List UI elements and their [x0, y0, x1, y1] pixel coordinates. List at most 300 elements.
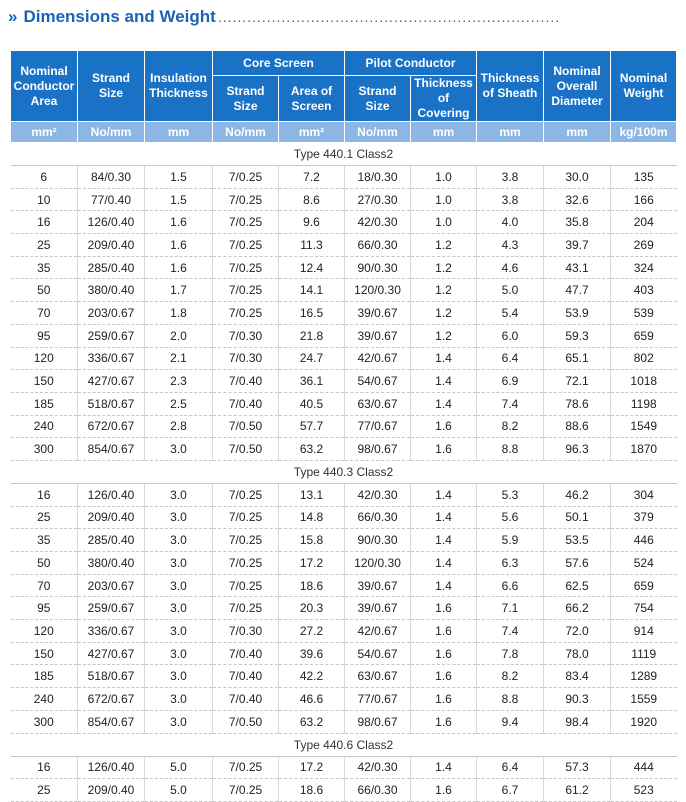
table-cell: 1.2 [411, 324, 477, 347]
table-cell: 57.3 [544, 756, 611, 779]
table-cell: 7/0.25 [213, 234, 279, 257]
table-cell: 57.7 [279, 415, 345, 438]
table-cell: 78.6 [544, 392, 611, 415]
table-row [11, 234, 677, 257]
unit-cell: mm [145, 122, 213, 143]
table-cell: 1.8 [145, 302, 213, 325]
table-cell: 7/0.40 [213, 370, 279, 393]
table-cell: 8.2 [477, 415, 544, 438]
table-row [11, 688, 677, 711]
table-cell: 754 [611, 597, 677, 620]
table-cell: 5.0 [145, 756, 213, 779]
table-cell: 854/0.67 [78, 438, 145, 461]
table-row [11, 438, 677, 461]
table-cell: 1119 [611, 642, 677, 665]
table-cell: 95 [11, 597, 78, 620]
table-cell: 18/0.30 [345, 166, 411, 189]
table-cell: 1289 [611, 665, 677, 688]
table-cell: 7/0.30 [213, 347, 279, 370]
table-cell: 35.8 [544, 211, 611, 234]
table-cell: 427/0.67 [78, 642, 145, 665]
table-cell: 300 [11, 710, 78, 733]
table-cell: 1.6 [411, 688, 477, 711]
table-cell: 6.7 [477, 779, 544, 802]
table-cell: 209/0.40 [78, 234, 145, 257]
table-cell: 120 [11, 620, 78, 643]
table-cell: 1.6 [411, 642, 477, 665]
table-cell: 7/0.25 [213, 302, 279, 325]
table-cell: 53.9 [544, 302, 611, 325]
header-core-screen: Core Screen [213, 51, 345, 76]
header-core-screen-strand: Strand Size [213, 76, 279, 122]
table-cell: 1.4 [411, 370, 477, 393]
table-cell: 18.6 [279, 779, 345, 802]
table-cell: 2.3 [145, 370, 213, 393]
table-cell: 259/0.67 [78, 597, 145, 620]
table-cell: 135 [611, 166, 677, 189]
table-cell: 98/0.67 [345, 438, 411, 461]
table-cell: 47.7 [544, 279, 611, 302]
table-cell: 120 [11, 347, 78, 370]
chevron-icon: » [8, 7, 18, 26]
table-row [11, 574, 677, 597]
table-cell: 7/0.25 [213, 483, 279, 506]
table-cell: 70 [11, 574, 78, 597]
table-cell: 1.5 [145, 166, 213, 189]
table-row [11, 347, 677, 370]
table-cell: 2.1 [145, 347, 213, 370]
table-cell: 7/0.25 [213, 211, 279, 234]
table-cell: 4.6 [477, 256, 544, 279]
unit-cell: No/mm [78, 122, 145, 143]
table-row [11, 665, 677, 688]
header-pilot-strand: Strand Size [345, 76, 411, 122]
table-cell: 1.6 [411, 779, 477, 802]
table-cell: 379 [611, 506, 677, 529]
table-cell: 18.6 [279, 574, 345, 597]
table-cell: 7/0.40 [213, 392, 279, 415]
unit-cell: kg/100m [611, 122, 677, 143]
table-cell: 7/0.25 [213, 166, 279, 189]
table-cell: 524 [611, 552, 677, 575]
table-cell: 802 [611, 347, 677, 370]
table-cell: 7.2 [279, 166, 345, 189]
table-body [11, 143, 677, 802]
table-cell: 9.4 [477, 710, 544, 733]
table-cell: 98.4 [544, 710, 611, 733]
table-cell: 659 [611, 324, 677, 347]
table-cell: 72.1 [544, 370, 611, 393]
table-cell: 63.2 [279, 438, 345, 461]
table-row [11, 302, 677, 325]
table-cell: 20.3 [279, 597, 345, 620]
table-cell: 269 [611, 234, 677, 257]
table-cell: 84/0.30 [78, 166, 145, 189]
table-cell: 7/0.25 [213, 779, 279, 802]
table-cell: 17.2 [279, 552, 345, 575]
table-cell: 27.2 [279, 620, 345, 643]
table-cell: 62.5 [544, 574, 611, 597]
table-cell: 35 [11, 529, 78, 552]
table-cell: 7.4 [477, 392, 544, 415]
table-cell: 7/0.40 [213, 642, 279, 665]
table-cell: 8.8 [477, 438, 544, 461]
table-cell: 5.4 [477, 302, 544, 325]
table-cell: 672/0.67 [78, 415, 145, 438]
table-cell: 120/0.30 [345, 552, 411, 575]
table-cell: 8.8 [477, 688, 544, 711]
table-cell: 7/0.40 [213, 665, 279, 688]
table-cell: 150 [11, 370, 78, 393]
table-cell: 380/0.40 [78, 552, 145, 575]
table-cell: 7.8 [477, 642, 544, 665]
table-cell: 90/0.30 [345, 529, 411, 552]
table-cell: 1.4 [411, 552, 477, 575]
table-cell: 203/0.67 [78, 302, 145, 325]
table-cell: 126/0.40 [78, 211, 145, 234]
section-heading [8, 7, 678, 29]
unit-cell: No/mm [345, 122, 411, 143]
table-cell: 21.8 [279, 324, 345, 347]
table-cell: 7/0.30 [213, 620, 279, 643]
type-group-row [11, 733, 677, 756]
table-row [11, 710, 677, 733]
table-cell: 9.6 [279, 211, 345, 234]
table-cell: 7/0.25 [213, 506, 279, 529]
table-cell: 39.6 [279, 642, 345, 665]
table-cell: 7/0.40 [213, 688, 279, 711]
header-pilot-covering-thickness: Thickness of Covering [411, 76, 477, 122]
header-overall-diameter: Nominal Overall Diameter [544, 51, 611, 122]
header-core-screen-area: Area of Screen [279, 76, 345, 122]
table-cell: 39/0.67 [345, 597, 411, 620]
table-row [11, 597, 677, 620]
type-group-title: Type 440.1 Class2 [11, 143, 677, 166]
table-cell: 1198 [611, 392, 677, 415]
table-row [11, 211, 677, 234]
table-cell: 3.0 [145, 642, 213, 665]
table-cell: 42.2 [279, 665, 345, 688]
table-cell: 30.0 [544, 166, 611, 189]
table-row [11, 483, 677, 506]
table-cell: 16 [11, 211, 78, 234]
header-strand-size: Strand Size [78, 51, 145, 122]
table-cell: 120/0.30 [345, 279, 411, 302]
table-cell: 1.4 [411, 529, 477, 552]
table-cell: 3.0 [145, 483, 213, 506]
unit-cell: mm² [11, 122, 78, 143]
units-row [11, 122, 677, 143]
table-cell: 39.7 [544, 234, 611, 257]
table-cell: 6.6 [477, 574, 544, 597]
table-cell: 90.3 [544, 688, 611, 711]
table-cell: 1.2 [411, 279, 477, 302]
table-cell: 40.5 [279, 392, 345, 415]
table-cell: 1549 [611, 415, 677, 438]
table-cell: 24.7 [279, 347, 345, 370]
table-cell: 446 [611, 529, 677, 552]
table-cell: 61.2 [544, 779, 611, 802]
table-cell: 6 [11, 166, 78, 189]
table-cell: 63/0.67 [345, 665, 411, 688]
table-cell: 59.3 [544, 324, 611, 347]
table-cell: 65.1 [544, 347, 611, 370]
unit-cell: mm [477, 122, 544, 143]
table-cell: 54/0.67 [345, 370, 411, 393]
unit-cell: No/mm [213, 122, 279, 143]
table-cell: 1.6 [411, 438, 477, 461]
table-cell: 3.0 [145, 710, 213, 733]
table-cell: 42/0.67 [345, 620, 411, 643]
table-cell: 185 [11, 665, 78, 688]
table-cell: 14.8 [279, 506, 345, 529]
table-cell: 3.0 [145, 665, 213, 688]
table-cell: 126/0.40 [78, 756, 145, 779]
table-cell: 8.6 [279, 188, 345, 211]
table-cell: 1.7 [145, 279, 213, 302]
table-cell: 66.2 [544, 597, 611, 620]
table-cell: 7/0.50 [213, 415, 279, 438]
table-cell: 3.0 [145, 552, 213, 575]
table-cell: 39/0.67 [345, 324, 411, 347]
table-row [11, 415, 677, 438]
table-cell: 53.5 [544, 529, 611, 552]
table-row [11, 756, 677, 779]
unit-cell: mm [411, 122, 477, 143]
table-cell: 5.6 [477, 506, 544, 529]
table-cell: 1.6 [411, 415, 477, 438]
table-cell: 16 [11, 756, 78, 779]
table-row [11, 188, 677, 211]
table-cell: 1.0 [411, 211, 477, 234]
table-cell: 1.6 [411, 620, 477, 643]
table-cell: 3.8 [477, 188, 544, 211]
table-cell: 3.0 [145, 688, 213, 711]
table-row [11, 506, 677, 529]
table-cell: 285/0.40 [78, 256, 145, 279]
table-cell: 518/0.67 [78, 665, 145, 688]
table-cell: 13.1 [279, 483, 345, 506]
table-cell: 50.1 [544, 506, 611, 529]
header-nominal-area: Nominal Conductor Area [11, 51, 78, 122]
table-cell: 7.1 [477, 597, 544, 620]
table-cell: 5.0 [477, 279, 544, 302]
table-cell: 6.4 [477, 347, 544, 370]
table-cell: 1.6 [145, 256, 213, 279]
table-cell: 35 [11, 256, 78, 279]
table-cell: 203/0.67 [78, 574, 145, 597]
table-cell: 16 [11, 483, 78, 506]
table-cell: 1559 [611, 688, 677, 711]
table-cell: 66/0.30 [345, 506, 411, 529]
table-cell: 4.3 [477, 234, 544, 257]
table-row [11, 552, 677, 575]
type-group-title: Type 440.6 Class2 [11, 733, 677, 756]
table-cell: 1.2 [411, 234, 477, 257]
table-cell: 63/0.67 [345, 392, 411, 415]
table-cell: 7.4 [477, 620, 544, 643]
table-row [11, 256, 677, 279]
table-cell: 1.4 [411, 756, 477, 779]
section-title: Dimensions and Weight [23, 7, 216, 26]
table-cell: 25 [11, 779, 78, 802]
table-cell: 11.3 [279, 234, 345, 257]
table-cell: 50 [11, 552, 78, 575]
table-cell: 285/0.40 [78, 529, 145, 552]
table-cell: 50 [11, 279, 78, 302]
table-cell: 1.6 [411, 710, 477, 733]
table-cell: 1.6 [411, 665, 477, 688]
table-cell: 3.0 [145, 506, 213, 529]
table-cell: 7/0.25 [213, 552, 279, 575]
type-group-row [11, 460, 677, 483]
table-cell: 70 [11, 302, 78, 325]
table-cell: 88.6 [544, 415, 611, 438]
table-cell: 78.0 [544, 642, 611, 665]
table-cell: 42/0.30 [345, 483, 411, 506]
table-cell: 3.0 [145, 438, 213, 461]
table-cell: 7/0.25 [213, 597, 279, 620]
table-cell: 98/0.67 [345, 710, 411, 733]
type-group-row [11, 143, 677, 166]
table-cell: 1.0 [411, 166, 477, 189]
table-cell: 209/0.40 [78, 506, 145, 529]
table-cell: 259/0.67 [78, 324, 145, 347]
table-cell: 46.2 [544, 483, 611, 506]
header-pilot-conductor: Pilot Conductor [345, 51, 477, 76]
table-cell: 1.4 [411, 574, 477, 597]
table-cell: 1870 [611, 438, 677, 461]
table-cell: 204 [611, 211, 677, 234]
table-row [11, 166, 677, 189]
table-cell: 427/0.67 [78, 370, 145, 393]
table-cell: 150 [11, 642, 78, 665]
table-cell: 16.5 [279, 302, 345, 325]
table-cell: 1920 [611, 710, 677, 733]
table-cell: 324 [611, 256, 677, 279]
table-cell: 2.0 [145, 324, 213, 347]
table-cell: 5.9 [477, 529, 544, 552]
table-cell: 8.2 [477, 665, 544, 688]
table-cell: 66/0.30 [345, 234, 411, 257]
table-cell: 166 [611, 188, 677, 211]
table-cell: 90/0.30 [345, 256, 411, 279]
table-cell: 3.0 [145, 529, 213, 552]
table-cell: 15.8 [279, 529, 345, 552]
table-cell: 10 [11, 188, 78, 211]
table-cell: 7/0.50 [213, 710, 279, 733]
table-cell: 6.9 [477, 370, 544, 393]
table-cell: 42/0.30 [345, 756, 411, 779]
table-cell: 63.2 [279, 710, 345, 733]
table-cell: 3.0 [145, 620, 213, 643]
header-nominal-weight: Nominal Weight [611, 51, 677, 122]
table-cell: 1.6 [411, 597, 477, 620]
dimensions-table [10, 50, 677, 802]
table-cell: 539 [611, 302, 677, 325]
table-row [11, 392, 677, 415]
table-cell: 1018 [611, 370, 677, 393]
table-cell: 6.0 [477, 324, 544, 347]
table-cell: 1.4 [411, 483, 477, 506]
table-cell: 27/0.30 [345, 188, 411, 211]
table-cell: 380/0.40 [78, 279, 145, 302]
table-cell: 57.6 [544, 552, 611, 575]
table-cell: 126/0.40 [78, 483, 145, 506]
table-cell: 36.1 [279, 370, 345, 393]
table-cell: 32.6 [544, 188, 611, 211]
table-cell: 2.5 [145, 392, 213, 415]
table-cell: 42/0.30 [345, 211, 411, 234]
table-cell: 3.0 [145, 574, 213, 597]
table-cell: 7/0.25 [213, 188, 279, 211]
table-row [11, 370, 677, 393]
table-cell: 1.2 [411, 256, 477, 279]
table-cell: 54/0.67 [345, 642, 411, 665]
table-cell: 17.2 [279, 756, 345, 779]
table-cell: 7/0.30 [213, 324, 279, 347]
table-cell: 12.4 [279, 256, 345, 279]
table-cell: 46.6 [279, 688, 345, 711]
table-cell: 304 [611, 483, 677, 506]
table-cell: 300 [11, 438, 78, 461]
table-cell: 1.6 [145, 211, 213, 234]
table-cell: 43.1 [544, 256, 611, 279]
table-cell: 77/0.67 [345, 415, 411, 438]
table-cell: 659 [611, 574, 677, 597]
table-cell: 444 [611, 756, 677, 779]
table-cell: 3.0 [145, 597, 213, 620]
table-cell: 240 [11, 415, 78, 438]
table-cell: 336/0.67 [78, 620, 145, 643]
table-cell: 7/0.25 [213, 279, 279, 302]
table-cell: 7/0.50 [213, 438, 279, 461]
table-cell: 1.5 [145, 188, 213, 211]
table-cell: 1.0 [411, 188, 477, 211]
table-cell: 77/0.67 [345, 688, 411, 711]
table-cell: 854/0.67 [78, 710, 145, 733]
table-cell: 25 [11, 234, 78, 257]
table-cell: 5.0 [145, 779, 213, 802]
table-cell: 7/0.25 [213, 574, 279, 597]
header-sheath-thickness: Thickness of Sheath [477, 51, 544, 122]
table-cell: 518/0.67 [78, 392, 145, 415]
unit-cell: mm [544, 122, 611, 143]
table-cell: 672/0.67 [78, 688, 145, 711]
table-cell: 1.4 [411, 392, 477, 415]
table-cell: 66/0.30 [345, 779, 411, 802]
table-cell: 1.6 [145, 234, 213, 257]
type-group-title: Type 440.3 Class2 [11, 460, 677, 483]
title-leader-dots: ...................................................................... [217, 9, 561, 25]
table-cell: 77/0.40 [78, 188, 145, 211]
table-row [11, 324, 677, 347]
table-cell: 1.4 [411, 506, 477, 529]
table-cell: 523 [611, 779, 677, 802]
table-cell: 5.3 [477, 483, 544, 506]
table-cell: 83.4 [544, 665, 611, 688]
table-row [11, 529, 677, 552]
table-cell: 1.4 [411, 347, 477, 370]
table-cell: 4.0 [477, 211, 544, 234]
table-cell: 7/0.25 [213, 529, 279, 552]
table-row [11, 279, 677, 302]
table-cell: 336/0.67 [78, 347, 145, 370]
table-cell: 42/0.67 [345, 347, 411, 370]
table-cell: 2.8 [145, 415, 213, 438]
table-cell: 6.3 [477, 552, 544, 575]
table-cell: 7/0.25 [213, 756, 279, 779]
